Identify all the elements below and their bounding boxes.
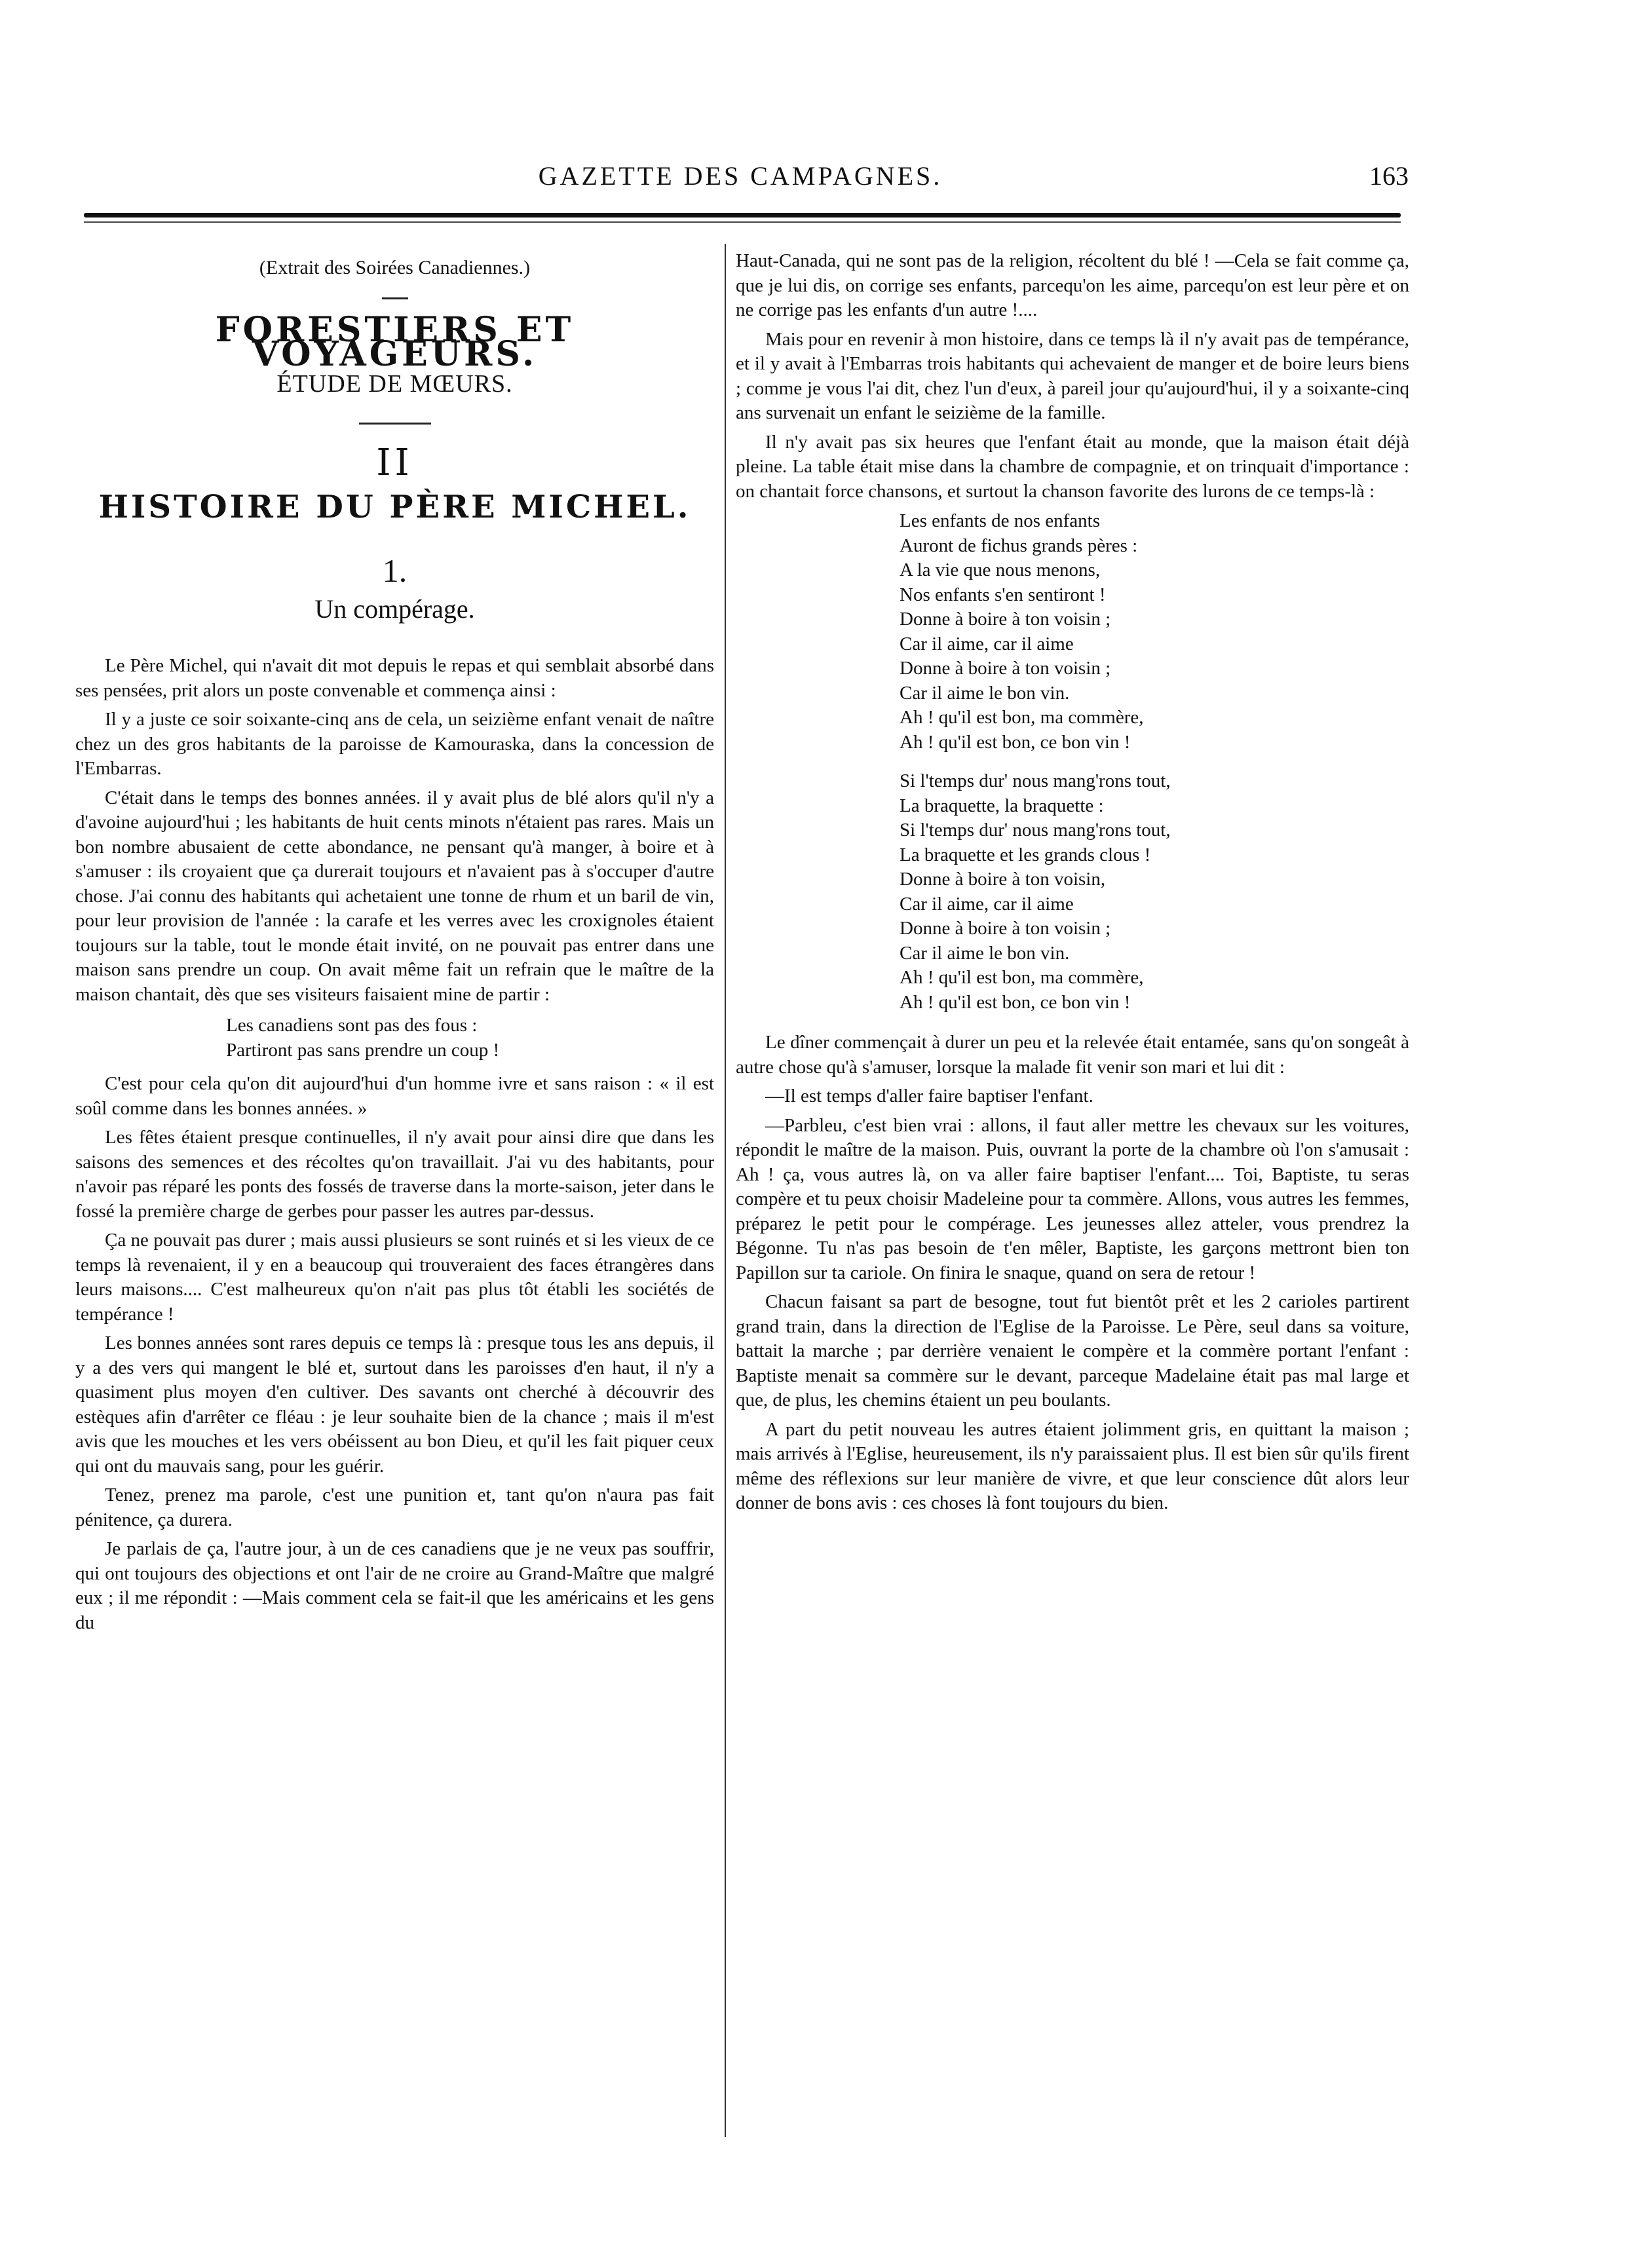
paragraph: —Il est temps d'aller faire baptiser l'enfant. <box>765 1086 1093 1106</box>
left-column <box>75 249 714 1640</box>
header-rule-thin <box>84 221 1401 223</box>
verse-line: Si l'temps dur' nous mang'rons tout, <box>900 820 1171 841</box>
verse-line: Les canadiens sont pas des fous : <box>226 1015 478 1036</box>
paragraph: Chacun faisant sa part de besogne, tout fut bientôt prêt et les 2 carioles partirent grand train, dans la direction de l'Eglise de la Paroisse. Le Père, seul dans sa voiture, battait la marche ; par derrière venaient le compère et la commère portant l'enfant : Baptiste menait sa commère sur le devant, parceque Madelaine était pas mal large et que, de plus, les chemins étaient un peu boulants. <box>736 1291 1409 1410</box>
verse-line: La braquette, la braquette : <box>900 795 1104 816</box>
page-header <box>72 161 1409 200</box>
paragraph: A part du petit nouveau les autres étaient jolimment gris, en quittant la maison ; mais arrivés à l'Eglise, heureusement, ils n'y paraissaient plus. Il est bien sûr qu'ils firent même des réflexions sur leur manière de vivre, et que leur conscience dût alors leur donner de bons avis : ces choses là font toujours du bien. <box>736 1418 1409 1513</box>
verse-line: Si l'temps dur' nous mang'rons tout, <box>900 770 1171 791</box>
verse-line: Donne à boire à ton voisin ; <box>900 609 1111 630</box>
verse-line: Nos enfants s'en sentiront ! <box>900 584 1106 605</box>
verse-line: Ah ! qu'il est bon, ma commère, <box>900 967 1144 988</box>
verse-line: Donne à boire à ton voisin ; <box>900 918 1111 939</box>
verse-line: Auront de fichus grands pères : <box>900 535 1138 556</box>
right-column <box>736 249 1409 1521</box>
verse-line: Car il aime, car il aime <box>900 633 1074 654</box>
header-rule <box>84 213 1401 217</box>
verse-line: Les enfants de nos enfants <box>900 510 1101 531</box>
chapter-number: 1. <box>382 552 408 589</box>
running-title: GAZETTE DES CAMPAGNES. <box>538 161 943 191</box>
paragraph: Tenez, prenez ma parole, c'est une punition et, tant qu'on n'aura pas fait pénitence, ça durera. <box>75 1484 714 1530</box>
stanza-gap <box>900 755 1409 769</box>
page-number: 163 <box>1369 161 1409 191</box>
verse-line: Partiront pas sans prendre un coup ! <box>226 1039 500 1061</box>
paragraph: Les fêtes étaient presque continuelles, il n'y avait pour ainsi dire que dans les saisons des semences et des récoltes qu'on travaillait. J'ai vu des habitants, pour n'avoir pas réparé les ponts des fossés de traverse dans la morte-saison, jeter dans le fossé la première charge de gerbes pour passer les autres par-dessus. <box>75 1127 714 1222</box>
verse-line: Car il aime le bon vin. <box>900 942 1070 964</box>
paragraph: Haut-Canada, qui ne sont pas de la religion, récoltent du blé ! —Cela se fait comme ça, que je lui dis, on corrige ses enfants, parcequ'on les aime, parcequ'on est leur père et on ne corrige pas les enfants d'un autre !.... <box>736 250 1409 320</box>
paragraph: C'est pour cela qu'on dit aujourd'hui d'un homme ivre et sans raison : « il est soûl comme dans les bonnes années. » <box>75 1073 714 1119</box>
article-subtitle: ÉTUDE DE MŒURS. <box>276 369 513 398</box>
song-stanza-1 <box>900 509 1409 1015</box>
paragraph: Il n'y avait pas six heures que l'enfant était au monde, que la maison était déjà pleine. La table était mise dans la chambre de compagnie, et on trinquait d'importance : on chantait force chansons, et surtout la chanson favorite des lurons de ce temps-là : <box>736 431 1409 502</box>
verse-refrain <box>226 1013 714 1063</box>
verse-line: Ah ! qu'il est bon, ce bon vin ! <box>900 731 1131 753</box>
paragraph: Le Père Michel, qui n'avait dit mot depuis le repas et qui semblait absorbé dans ses pensées, prit alors un poste convenable et commença ainsi : <box>75 655 714 701</box>
extract-note: (Extrait des Soirées Canadiennes.) <box>259 257 531 278</box>
section-number: II <box>376 442 413 484</box>
paragraph: Je parlais de ça, l'autre jour, à un de ces canadiens que je ne veux pas souffrir, qui ont toujours des objections et ont l'air de ne croire au Grand-Maître que malgré eux ; il me répondit : —Mais comment cela se fait-il que les américains et les gens du <box>75 1538 714 1633</box>
verse-line: Ah ! qu'il est bon, ce bon vin ! <box>900 991 1131 1013</box>
paragraph: —Parbleu, c'est bien vrai : allons, il faut aller mettre les chevaux sur les voitures, répondit le maître de la maison. Puis, ouvrant la porte de la chambre où l'on s'amusait : Ah ! ça, vous autres là, on va aller faire baptiser l'enfant.... Toi, Baptiste, tu seras compère et tu peux choisir Madeleine pour ta commère. Allons, vous autres les femmes, préparez le petit pour le compérage. Les jeunesses allez atteler, vous prendrez la Bégonne. Tu n'as pas besoin de t'en mêler, Baptiste, les garçons mettront bien ton Papillon sur ta cariole. On finira le snaque, quand on sera de retour ! <box>736 1114 1409 1283</box>
chapter-title: Un compérage. <box>314 594 475 624</box>
paragraph: Le dîner commençait à durer un peu et la relevée était entamée, sans qu'on songeât à autre chose qu'à s'amuser, lorsque la malade fit venir son mari et lui dit : <box>736 1032 1409 1078</box>
verse-line: Donne à boire à ton voisin ; <box>900 658 1111 679</box>
verse-line: Donne à boire à ton voisin, <box>900 869 1106 890</box>
dash-separator <box>382 297 408 299</box>
paragraph: Les bonnes années sont rares depuis ce temps là : presque tous les ans depuis, il y a des vers qui mangent le blé et, surtout dans les paroisses d'en haut, il n'y a quasiment plus moyen d'en cultiver. Des savants ont cherché à découvrir des estèques afin d'arrêter ce fléau : je leur souhaite bien de la chance ; mais il m'est avis que les mouches et les vers obéissent au bon Dieu, et qu'il les fait piquer ceux qui ont du mauvais sang, pour les guérir. <box>75 1332 714 1477</box>
paragraph: C'était dans le temps des bonnes années. il y avait plus de blé alors qu'il n'y a d'avoine aujourd'hui ; les habitants de huit cents minots n'étaient pas rares. Mais un bon nombre abusaient de cette abondance, ne pensant qu'à manger, à boire et à s'amuser : ils croyaient que ça durerait toujours et n'avaient pas à s'occuper d'autre chose. J'ai connu des habitants qui achetaient une tonne de rhum et un baril de vin, pour leur provision de l'année : la carafe et les verres avec les croxignoles étaient toujours sur la table, tout le monde était invité, on ne pouvait pas entrer dans une maison sans prendre un coup. On avait même fait un refrain que le maître de la maison chantait, dès que ses visiteurs faisaient mine de partir : <box>75 787 714 1005</box>
verse-line: Car il aime, car il aime <box>900 893 1074 915</box>
title-rule <box>359 423 431 425</box>
verse-line: Car il aime le bon vin. <box>900 682 1070 704</box>
paragraph: Il y a juste ce soir soixante-cinq ans de cela, un seizième enfant venait de naître chez un des gros habitants de la paroisse de Kamouraska, dans la concession de l'Embarras. <box>75 709 714 779</box>
paragraph: Ça ne pouvait pas durer ; mais aussi plusieurs se sont ruinés et si les vieux de ce temps là revenaient, il y en a beaucoup qui trouveraient des faces étrangères dans leurs maisons.... C'est malheureux qu'on n'ait pas plus tôt établi les sociétés de tempérance ! <box>75 1230 714 1325</box>
section-title: HISTOIRE DU PÈRE MICHEL. <box>98 488 691 525</box>
verse-line: Ah ! qu'il est bon, ma commère, <box>900 707 1144 728</box>
verse-line: A la vie que nous menons, <box>900 559 1101 580</box>
article-title: FORESTIERS ET VOYAGEURS. <box>215 309 575 374</box>
column-divider <box>725 244 726 2137</box>
paragraph: Mais pour en revenir à mon histoire, dans ce temps là il n'y avait pas de tempérance, et il y avait à l'Embarras trois habitants qui achevaient de manger et de boire leurs biens ; comme je vous l'ai dit, chez l'un d'eux, à pareil jour qu'aujourd'hui, il y a soixante-cinq ans survenait un enfant le seizième de la famille. <box>736 328 1409 423</box>
verse-line: La braquette et les grands clous ! <box>900 844 1151 865</box>
